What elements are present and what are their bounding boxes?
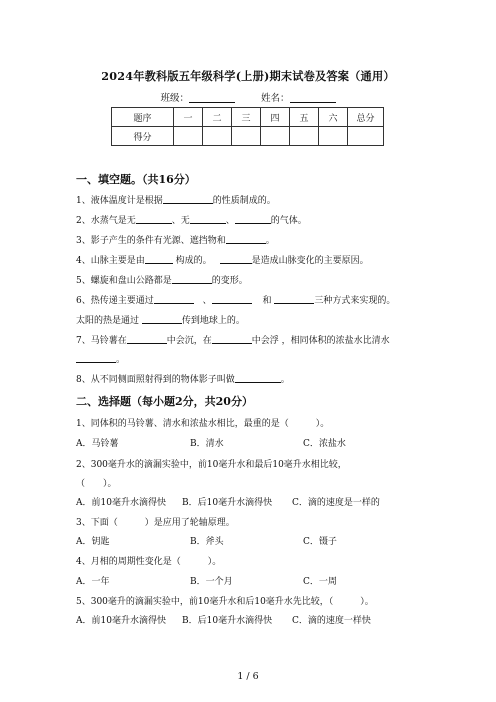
score-header-cell: 五	[290, 108, 319, 127]
answer-blank[interactable]	[220, 254, 252, 264]
name-label: 姓名：	[261, 93, 290, 104]
question-text: 的性质制成的。	[212, 196, 276, 206]
question-1-5	[76, 273, 248, 286]
section-fill-blank-title: 一、填空题。（共16分）	[76, 173, 196, 186]
answer-blank[interactable]	[274, 294, 314, 304]
question-text: 中会沉，在	[166, 336, 212, 346]
question-1-6	[76, 293, 395, 306]
question-text: 的变形。	[211, 276, 248, 286]
score-header-cell: 四	[261, 108, 290, 127]
question-text: 1、液体温度计是根据	[76, 196, 163, 206]
answer-blank[interactable]	[190, 214, 226, 224]
option-c[interactable]: C．滴的速度一样快	[292, 616, 371, 626]
question-text: 是造成山脉变化的主要原因。	[251, 256, 369, 266]
option-c[interactable]: C．镊子	[303, 537, 337, 547]
student-info-row	[0, 90, 496, 104]
question-2-4: 4、月相的周期性变化是（ ）。	[76, 557, 222, 567]
score-cell[interactable]	[174, 127, 203, 146]
answer-blank[interactable]	[136, 214, 172, 224]
question-text: 中会浮 ，相同体积的浓盐水比清水	[251, 336, 390, 346]
option-a[interactable]: A．马铃薯	[76, 439, 119, 449]
score-cell[interactable]	[319, 127, 348, 146]
answer-blank[interactable]	[142, 314, 182, 324]
option-b[interactable]: B．清水	[190, 439, 224, 449]
class-blank[interactable]	[189, 92, 235, 103]
question-1-3	[76, 233, 275, 246]
option-a[interactable]: A．一年	[76, 577, 110, 587]
question-text: 。	[116, 355, 126, 365]
question-1-6-continued	[76, 313, 245, 326]
answer-blank[interactable]	[154, 294, 194, 304]
question-1-4	[76, 253, 369, 266]
class-label: 班级：	[160, 93, 189, 104]
question-text: 构成的。	[172, 256, 212, 266]
answer-blank[interactable]	[127, 334, 167, 344]
question-1-1	[76, 193, 276, 206]
score-header-cell: 题序	[112, 108, 174, 127]
answer-blank[interactable]	[172, 274, 212, 284]
score-table-header-row	[112, 108, 384, 127]
question-text: 、	[225, 216, 235, 226]
page-title: 2024年教科版五年级科学(上册)期末试卷及答案（通用）	[101, 69, 395, 83]
score-cell[interactable]	[290, 127, 319, 146]
question-text: 5、螺旋和盘山公路都是	[76, 276, 172, 286]
question-text: 6、热传递主要通过	[76, 296, 154, 306]
question-text: 7、马铃薯在	[76, 336, 127, 346]
score-header-cell: 三	[232, 108, 261, 127]
question-text: 、无	[171, 216, 190, 226]
answer-blank[interactable]	[235, 214, 271, 224]
option-b[interactable]: B．一个月	[190, 577, 233, 587]
score-row-label: 得分	[112, 127, 174, 146]
score-cell[interactable]	[232, 127, 261, 146]
option-a[interactable]: A．前10毫升水滴得快	[76, 616, 166, 626]
question-text: 8、从不同侧面照射得到的物体影子叫做	[76, 375, 235, 385]
question-1-7-continued	[76, 352, 125, 365]
answer-blank[interactable]	[212, 294, 252, 304]
question-2-5: 5、300毫升的滴漏实验中，前10毫升水和后10毫升水先比较，（ ）。	[76, 597, 374, 607]
option-b[interactable]: B．后10毫升水滴得快	[182, 498, 273, 508]
option-a[interactable]: A．前10毫升水滴得快	[76, 498, 166, 508]
section-choice-title: 二、选择题（每小题2分，共20分）	[76, 395, 253, 408]
question-1-2	[76, 213, 307, 226]
score-table-score-row	[112, 127, 384, 146]
option-b[interactable]: B．斧头	[190, 537, 224, 547]
question-text: 传到地球上的。	[181, 316, 245, 326]
question-text: 三种方式来实现的。	[314, 296, 396, 306]
answer-blank[interactable]	[226, 234, 266, 244]
question-text: 4、山脉主要是由	[76, 256, 145, 266]
answer-blank[interactable]	[212, 334, 252, 344]
question-text: 3、影子产生的条件有光源、遮挡物和	[76, 236, 226, 246]
answer-blank[interactable]	[76, 353, 116, 363]
option-a[interactable]: A．钥匙	[76, 537, 110, 547]
question-2-2-continued: （ ）。	[76, 479, 117, 489]
question-2-2: 2、300毫升水的滴漏实验中，前10毫升水和最后10毫升水相比较，	[76, 460, 347, 470]
score-cell[interactable]	[261, 127, 290, 146]
score-header-cell: 一	[174, 108, 203, 127]
score-header-cell: 总分	[348, 108, 384, 127]
answer-blank[interactable]	[145, 254, 173, 264]
score-cell[interactable]	[203, 127, 232, 146]
question-2-1: 1、同体积的马铃薯、清水和浓盐水相比，最重的是（ ）。	[76, 419, 330, 429]
option-c[interactable]: C．浓盐水	[303, 439, 346, 449]
option-b[interactable]: B．后10毫升水滴得快	[182, 616, 273, 626]
answer-blank[interactable]	[163, 194, 213, 204]
score-table	[111, 107, 384, 146]
question-text: 和	[259, 296, 275, 306]
score-cell[interactable]	[348, 127, 384, 146]
score-header-cell: 二	[203, 108, 232, 127]
answer-blank[interactable]	[235, 373, 281, 383]
question-text: 。	[280, 375, 290, 385]
option-c[interactable]: C．滴的速度是一样的	[292, 498, 380, 508]
question-1-7	[76, 333, 390, 346]
question-text: 、	[199, 296, 212, 306]
question-text: 。	[265, 236, 275, 246]
option-c[interactable]: C．一周	[303, 577, 337, 587]
question-text: 的气体。	[270, 216, 307, 226]
name-blank[interactable]	[290, 92, 336, 103]
page-number: 1 / 6	[237, 671, 259, 682]
score-header-cell: 六	[319, 108, 348, 127]
question-text: 2、水蒸气是无	[76, 216, 136, 226]
question-1-8	[76, 372, 290, 385]
question-text: 太阳的热是通过	[76, 316, 142, 326]
question-2-3: 3、下面（ ）是应用了轮轴原理。	[76, 518, 235, 528]
